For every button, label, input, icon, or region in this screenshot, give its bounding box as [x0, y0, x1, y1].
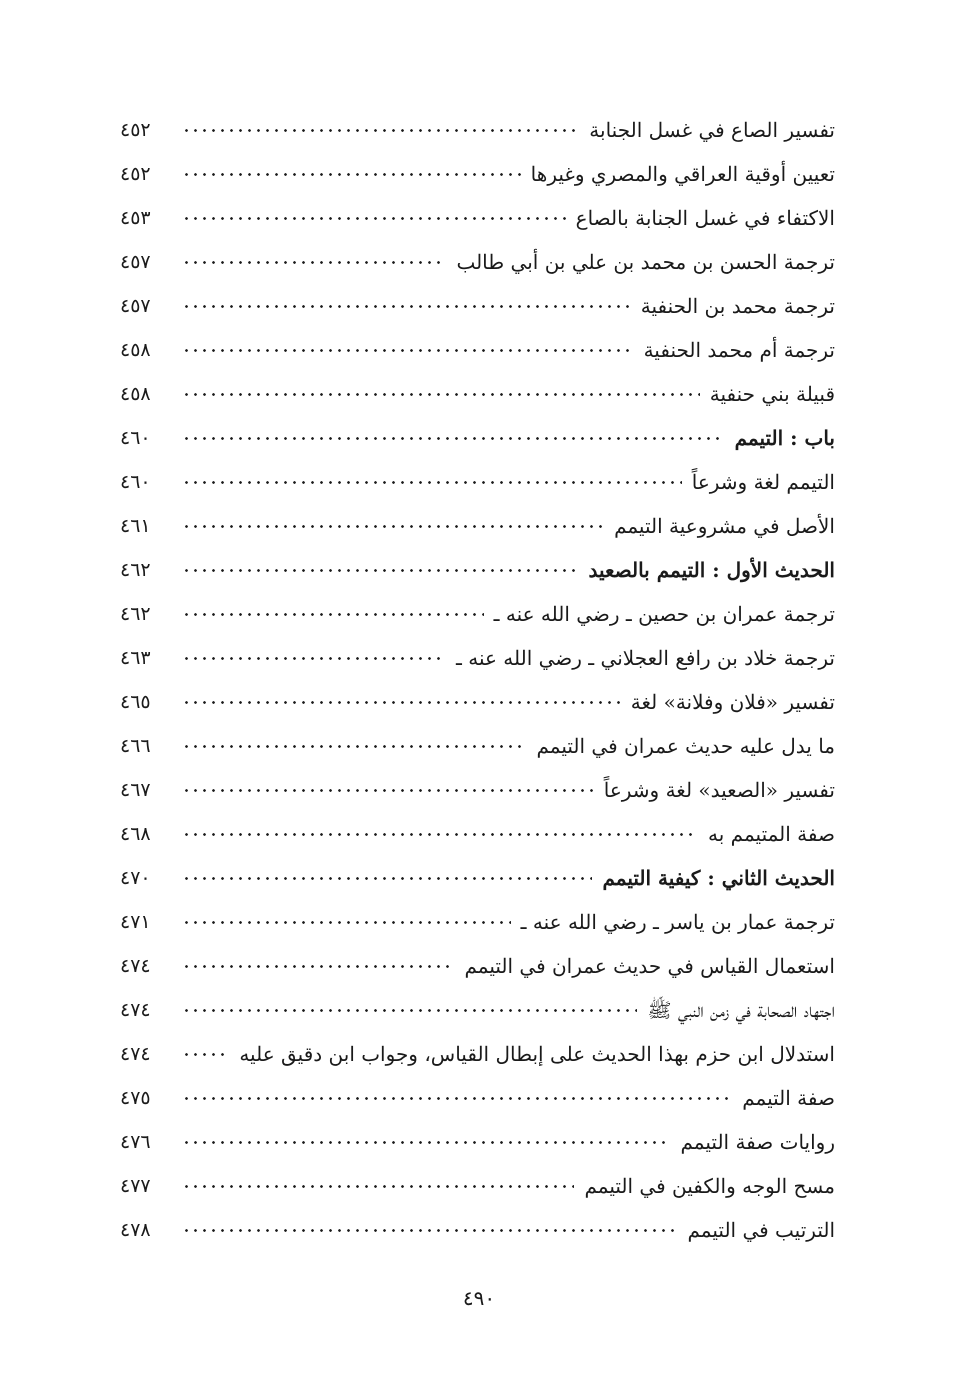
toc-entry-row [120, 900, 835, 944]
toc-entry-title: ترجمة محمد بن الحنفية [640, 294, 835, 318]
toc-entry-page: ٤٦٧ [120, 779, 151, 801]
toc-entry-row [120, 724, 835, 768]
toc-entry-title: روايات صفة التيمم [680, 1130, 835, 1154]
toc-heading-row [120, 416, 835, 460]
toc-entry-title: ترجمة عمران بن حصين ـ رضي الله عنه ـ [493, 602, 835, 626]
toc-entry-page: ٤٧٥ [120, 1087, 151, 1109]
toc-heading-row [120, 548, 835, 592]
toc-entry-row [120, 1208, 835, 1252]
toc-entry-title: ترجمة خلاد بن رافع العجلاني ـ رضي الله عنه ـ [456, 646, 835, 670]
dot-leader [182, 921, 511, 924]
toc-entry-row [120, 196, 835, 240]
toc-entry-title: الترتيب في التيمم [687, 1218, 835, 1242]
toc-entry-page: ٤٦٦ [120, 735, 151, 757]
dot-leader [182, 1229, 678, 1232]
toc-entry-title: اجتهاد الصحابة في زمن النبي ﷺ [647, 998, 835, 1022]
toc-entry-row [120, 1032, 835, 1076]
toc-entry-row [120, 1120, 835, 1164]
dot-leader [182, 569, 578, 572]
dot-leader [182, 305, 631, 308]
toc-entry-page: ٤٥٧ [120, 251, 151, 273]
toc-entry-page: ٤٦٠ [120, 427, 151, 449]
dot-leader [182, 613, 484, 616]
toc-entry-title: استدلال ابن حزم بهذا الحديث على إبطال القياس، وجواب ابن دقيق عليه [239, 1042, 835, 1066]
toc-entry-title: تفسير «الصعيد» لغة وشرعاً [603, 778, 835, 802]
toc-entry-row [120, 592, 835, 636]
toc-entry-row [120, 636, 835, 680]
dot-leader [182, 349, 634, 352]
toc-entry-page: ٤٦٥ [120, 691, 151, 713]
toc-entry-title: تعيين أوقية العراقي والمصري وغيرها [530, 162, 835, 186]
toc-entry-row [120, 240, 835, 284]
dot-leader [182, 1185, 574, 1188]
toc-entry-row [120, 460, 835, 504]
dot-leader [182, 965, 454, 968]
table-of-contents [120, 108, 835, 1252]
toc-entry-page: ٤٧٨ [120, 1219, 151, 1241]
dot-leader [182, 789, 594, 792]
toc-entry-row [120, 988, 835, 1032]
toc-entry-title: مسح الوجه والكفين في التيمم [584, 1174, 835, 1198]
dot-leader [182, 1141, 671, 1144]
dot-leader [182, 1097, 732, 1100]
toc-entry-page: ٤٦٨ [120, 823, 151, 845]
page-number: ٤٩٠ [462, 1286, 496, 1310]
toc-entry-page: ٤٥٨ [120, 339, 151, 361]
toc-entry-page: ٤٦٢ [120, 559, 151, 581]
toc-entry-row [120, 1164, 835, 1208]
dot-leader [182, 745, 526, 748]
dot-leader [182, 129, 579, 132]
toc-entry-row [120, 1076, 835, 1120]
toc-entry-title: التيمم لغة وشرعاً [691, 470, 835, 494]
dot-leader [182, 701, 621, 704]
toc-entry-page: ٤٥٢ [120, 119, 151, 141]
toc-entry-row [120, 152, 835, 196]
toc-entry-page: ٤٥٧ [120, 295, 151, 317]
toc-entry-title: تفسير «فلان وفلانة» لغة [630, 690, 835, 714]
toc-entry-page: ٤٦١ [120, 515, 151, 537]
dot-leader [182, 657, 446, 660]
toc-entry-page: ٤٧٧ [120, 1175, 151, 1197]
toc-entry-row [120, 680, 835, 724]
toc-entry-title: ترجمة عمار بن ياسر ـ رضي الله عنه ـ [520, 910, 835, 934]
toc-heading-row [120, 856, 835, 900]
toc-entry-row [120, 284, 835, 328]
dot-leader [182, 877, 592, 880]
toc-entry-page: ٤٧١ [120, 911, 151, 933]
toc-entry-page: ٤٧٤ [120, 955, 151, 977]
toc-entry-page: ٤٦٣ [120, 647, 151, 669]
toc-entry-title: تفسير الصاع في غسل الجنابة [589, 118, 835, 142]
toc-entry-page: ٤٧٤ [120, 1043, 151, 1065]
toc-entry-row [120, 944, 835, 988]
toc-entry-title: ما يدل عليه حديث عمران في التيمم [536, 734, 835, 758]
toc-entry-title: الحديث الأول : التيمم بالصعيد [588, 558, 835, 582]
dot-leader [182, 437, 725, 440]
toc-entry-page: ٤٧٠ [120, 867, 151, 889]
toc-entry-title: قبيلة بني حنفية [709, 382, 835, 406]
toc-entry-title: الحديث الثاني : كيفية التيمم [602, 866, 835, 890]
dot-leader [182, 833, 698, 836]
toc-entry-page: ٤٦٠ [120, 471, 151, 493]
toc-entry-row [120, 372, 835, 416]
toc-entry-row [120, 812, 835, 856]
toc-entry-title: ترجمة الحسن بن محمد بن علي بن أبي طالب [456, 250, 835, 274]
toc-entry-row [120, 504, 835, 548]
toc-entry-title: صفة التيمم [742, 1086, 835, 1110]
toc-entry-title: الاكتفاء في غسل الجنابة بالصاع [575, 206, 835, 230]
toc-entry-page: ٤٥٣ [120, 207, 151, 229]
dot-leader [182, 1053, 229, 1056]
dot-leader [182, 393, 700, 396]
toc-entry-title: استعمال القياس في حديث عمران في التيمم [464, 954, 835, 978]
toc-entry-title: الأصل في مشروعية التيمم [614, 514, 835, 538]
toc-entry-page: ٤٥٢ [120, 163, 151, 185]
toc-entry-title: صفة المتيمم به [708, 822, 835, 846]
toc-entry-row [120, 108, 835, 152]
toc-entry-title: باب : التيمم [734, 426, 835, 450]
toc-entry-row [120, 328, 835, 372]
toc-entry-page: ٤٧٦ [120, 1131, 151, 1153]
toc-entry-page: ٤٧٤ [120, 999, 151, 1021]
dot-leader [182, 173, 521, 176]
dot-leader [182, 481, 682, 484]
dot-leader [182, 525, 604, 528]
toc-entry-title: ترجمة أم محمد الحنفية [643, 338, 835, 362]
toc-entry-page: ٤٥٨ [120, 383, 151, 405]
toc-entry-page: ٤٦٢ [120, 603, 151, 625]
dot-leader [182, 217, 566, 220]
dot-leader [182, 261, 446, 264]
dot-leader [182, 1009, 637, 1012]
toc-entry-row [120, 768, 835, 812]
